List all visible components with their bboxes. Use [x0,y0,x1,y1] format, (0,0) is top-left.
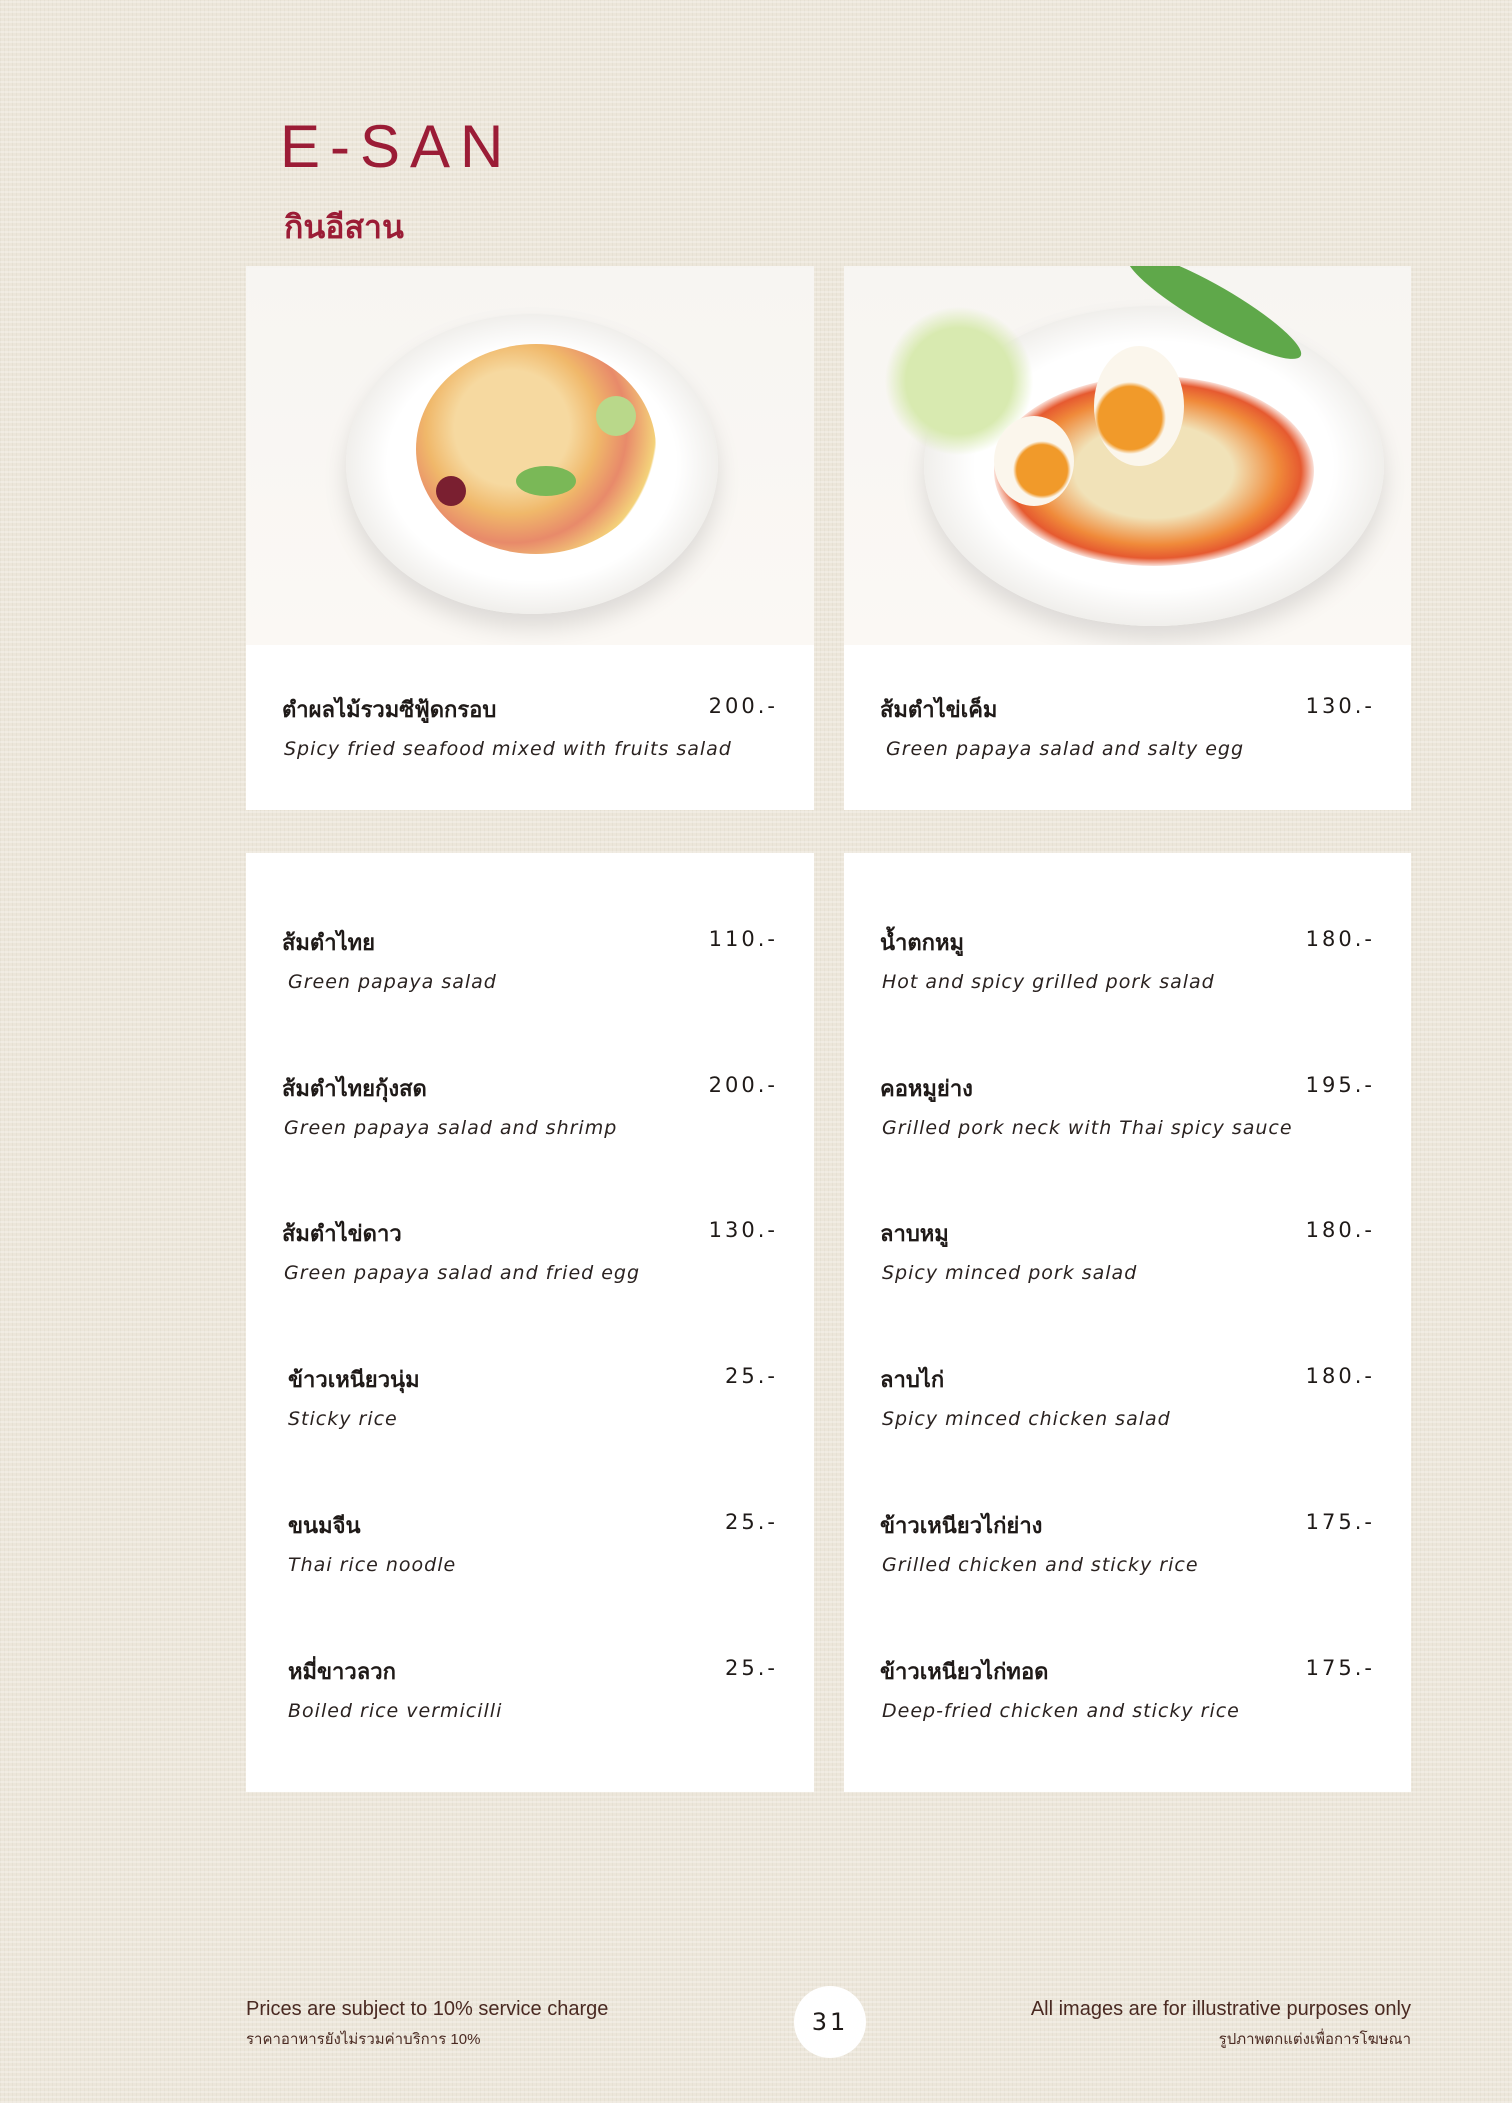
item-price: 130.- [708,1218,778,1242]
item-price: 180.- [1305,1218,1375,1242]
dish-photo [844,266,1411,645]
item-price: 200.- [708,694,778,718]
item-name-thai: ข้าวเหนียวไก่ย่าง [880,1514,1043,1539]
item-price: 110.- [708,927,778,951]
item-description: Green papaya salad and shrimp [284,1117,618,1139]
item-description: Spicy fried seafood mixed with fruits salad [284,738,732,760]
page-subtitle-thai: กินอีสาน [284,208,404,246]
item-price: 200.- [708,1073,778,1097]
item-name-thai: ตำผลไม้รวมซีฟู้ดกรอบ [282,698,497,723]
featured-card-papaya-salty-egg [844,266,1411,810]
item-price: 175.- [1305,1656,1375,1680]
item-description: Thai rice noodle [288,1554,457,1576]
item-name-thai: ลาบไก่ [880,1368,945,1393]
item-price: 195.- [1305,1073,1375,1097]
page-number: 31 [794,1986,866,2058]
page-title: E-SAN [280,113,514,180]
item-price: 180.- [1305,1364,1375,1388]
item-name-thai: ส้มตำไข่ดาว [282,1222,402,1247]
item-name-thai: ส้มตำไทย [282,931,376,956]
menu-list-right [844,853,1411,1792]
service-charge-note: Prices are subject to 10% service charge [246,1998,609,2020]
item-description: Hot and spicy grilled pork salad [882,971,1215,993]
item-price: 25.- [725,1364,778,1388]
featured-card-seafood-fruit-salad [246,266,814,810]
item-description: Green papaya salad [288,971,497,993]
menu-list-left [246,853,814,1792]
item-description: Green papaya salad and fried egg [284,1262,641,1284]
item-name-thai: ส้มตำไทยกุ้งสด [282,1077,427,1102]
item-price: 25.- [725,1656,778,1680]
item-description: Deep-fried chicken and sticky rice [882,1700,1240,1722]
item-name-thai: หมี่ขาวลวก [288,1660,396,1685]
item-name-thai: คอหมูย่าง [880,1077,973,1102]
item-description: Spicy minced chicken salad [882,1408,1171,1430]
item-price: 180.- [1305,927,1375,951]
service-charge-note-thai: ราคาอาหารยังไม่รวมค่าบริการ 10% [246,2031,481,2048]
item-price: 130.- [1305,694,1375,718]
item-description: Boiled rice vermicilli [288,1700,503,1722]
item-price: 175.- [1305,1510,1375,1534]
item-name-thai: ขนมจีน [288,1514,361,1539]
item-description: Spicy minced pork salad [882,1262,1138,1284]
item-description: Grilled pork neck with Thai spicy sauce [882,1117,1293,1139]
item-name-thai: ลาบหมู [880,1222,949,1247]
item-description: Sticky rice [288,1408,398,1430]
item-price: 25.- [725,1510,778,1534]
illustrative-note: All images are for illustrative purposes only [1030,1998,1411,2020]
dish-photo [246,266,814,645]
illustrative-note-thai: รูปภาพตกแต่งเพื่อการโฆษณา [1218,2031,1411,2048]
item-description: Grilled chicken and sticky rice [882,1554,1199,1576]
item-name-thai: ข้าวเหนียวไก่ทอด [880,1660,1049,1685]
item-name-thai: ส้มตำไข่เค็ม [880,698,998,723]
item-name-thai: น้ำตกหมู [880,931,965,956]
item-name-thai: ข้าวเหนียวนุ่ม [288,1368,420,1393]
item-description: Green papaya salad and salty egg [886,738,1245,760]
